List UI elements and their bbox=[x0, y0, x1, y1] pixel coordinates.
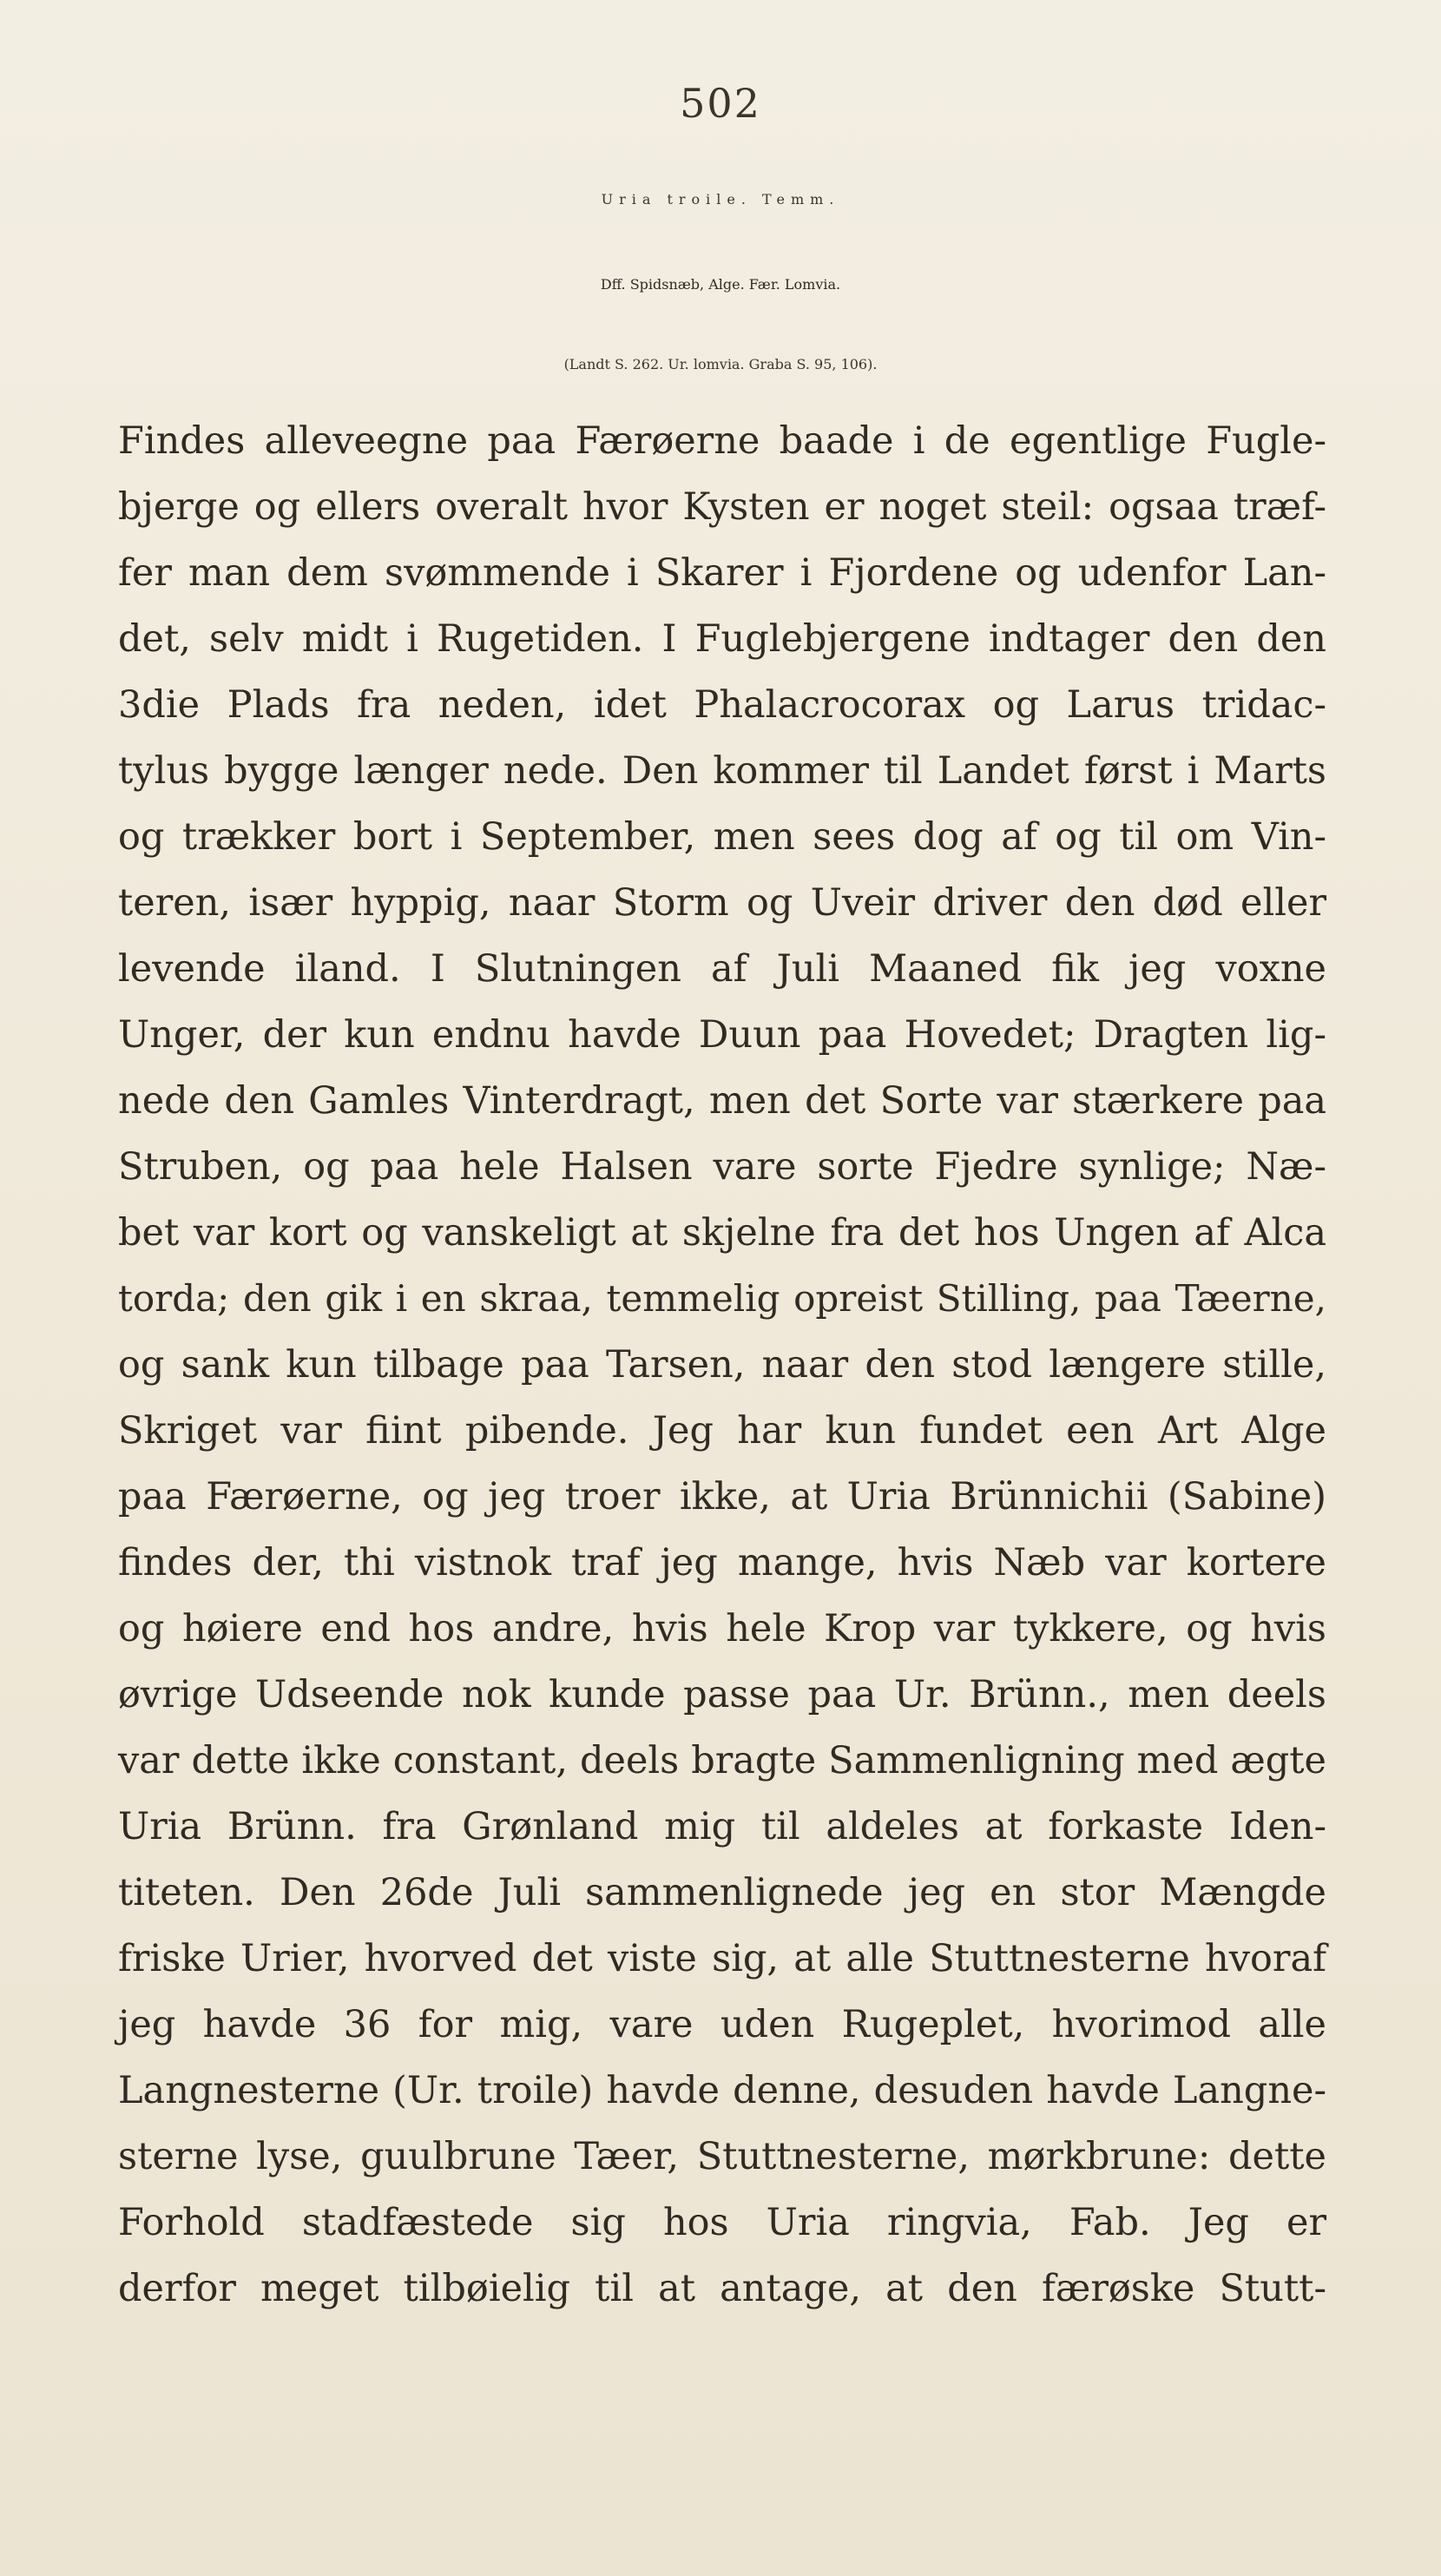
body-line: findes der, thi vistnok traf jeg mange, hvis Næb var kortere bbox=[118, 1541, 1326, 1584]
body-line: fer man dem svømmende i Skarer i Fjordene og udenfor Lan- bbox=[118, 551, 1326, 595]
body-line: levende iland. I Slutningen af Juli Maaned fik jeg voxne bbox=[118, 947, 1326, 991]
body-line: nede den Gamles Vinterdragt, men det Sorte var stærkere paa bbox=[118, 1079, 1326, 1123]
literature-reference: (Landt S. 262. Ur. lomvia. Graba S. 95, 106). bbox=[563, 356, 878, 372]
body-line: jeg havde 36 for mig, vare uden Rugeplet, hvorimod alle bbox=[118, 2003, 1326, 2046]
body-line: tylus bygge længer nede. Den kommer til Landet først i Marts bbox=[118, 749, 1326, 793]
body-line: og sank kun tilbage paa Tarsen, naar den stod længere stille, bbox=[118, 1343, 1326, 1387]
body-line: Unger, der kun endnu havde Duun paa Hovedet; Dragten lig- bbox=[118, 1013, 1326, 1057]
body-line: Findes alleveegne paa Færøerne baade i de egentlige Fugle- bbox=[118, 419, 1326, 463]
body-line: friske Urier, hvorved det viste sig, at alle Stuttnesterne hvoraf bbox=[118, 1937, 1326, 1980]
body-line: teren, især hyppig, naar Storm og Uveir driver den død eller bbox=[118, 881, 1326, 925]
vernacular-names: Dff. Spidsnæb, Alge. Fær. Lomvia. bbox=[600, 276, 841, 293]
body-line: titeten. Den 26de Juli sammenlignede jeg en stor Mængde bbox=[118, 1871, 1326, 1914]
body-line: Forhold stadfæstede sig hos Uria ringvia, Fab. Jeg er bbox=[118, 2201, 1326, 2244]
body-line: torda; den gik i en skraa, temmelig opreist Stilling, paa Tæerne, bbox=[118, 1277, 1326, 1320]
body-line: Uria Brünn. fra Grønland mig til aldeles at forkaste Iden- bbox=[118, 1805, 1326, 1848]
body-line: det, selv midt i Rugetiden. I Fuglebjergene indtager den den bbox=[118, 617, 1326, 661]
body-line: Skriget var fiint pibende. Jeg har kun fundet een Art Alge bbox=[118, 1409, 1326, 1453]
body-line: sterne lyse, guulbrune Tæer, Stuttnesterne, mørkbrune: dette bbox=[118, 2135, 1326, 2178]
body-line: og trækker bort i September, men sees dog af og til om Vin- bbox=[118, 815, 1326, 859]
body-line: og høiere end hos andre, hvis hele Krop var tykkere, og hvis bbox=[118, 1607, 1326, 1650]
body-line: Langnesterne (Ur. troile) havde denne, desuden havde Langne- bbox=[118, 2069, 1326, 2112]
page-number: 502 bbox=[680, 80, 761, 127]
species-heading: Uria troile. Temm. bbox=[601, 191, 840, 208]
body-line: paa Færøerne, og jeg troer ikke, at Uria Brünnichii (Sabine) bbox=[118, 1475, 1326, 1519]
body-line: derfor meget tilbøielig til at antage, at den færøske Stutt- bbox=[118, 2267, 1326, 2310]
body-line: bjerge og ellers overalt hvor Kysten er noget steil: ogsaa træf- bbox=[118, 485, 1326, 529]
body-line: 3die Plads fra neden, idet Phalacrocorax og Larus tridac- bbox=[118, 683, 1326, 727]
body-text bbox=[118, 408, 1326, 2322]
body-line: var dette ikke constant, deels bragte Sammenligning med ægte bbox=[118, 1739, 1326, 1782]
body-line: Struben, og paa hele Halsen vare sorte Fjedre synlige; Næ- bbox=[118, 1145, 1326, 1189]
body-line: bet var kort og vanskeligt at skjelne fra det hos Ungen af Alca bbox=[118, 1211, 1326, 1255]
body-line: øvrige Udseende nok kunde passe paa Ur. Brünn., men deels bbox=[118, 1673, 1326, 1716]
